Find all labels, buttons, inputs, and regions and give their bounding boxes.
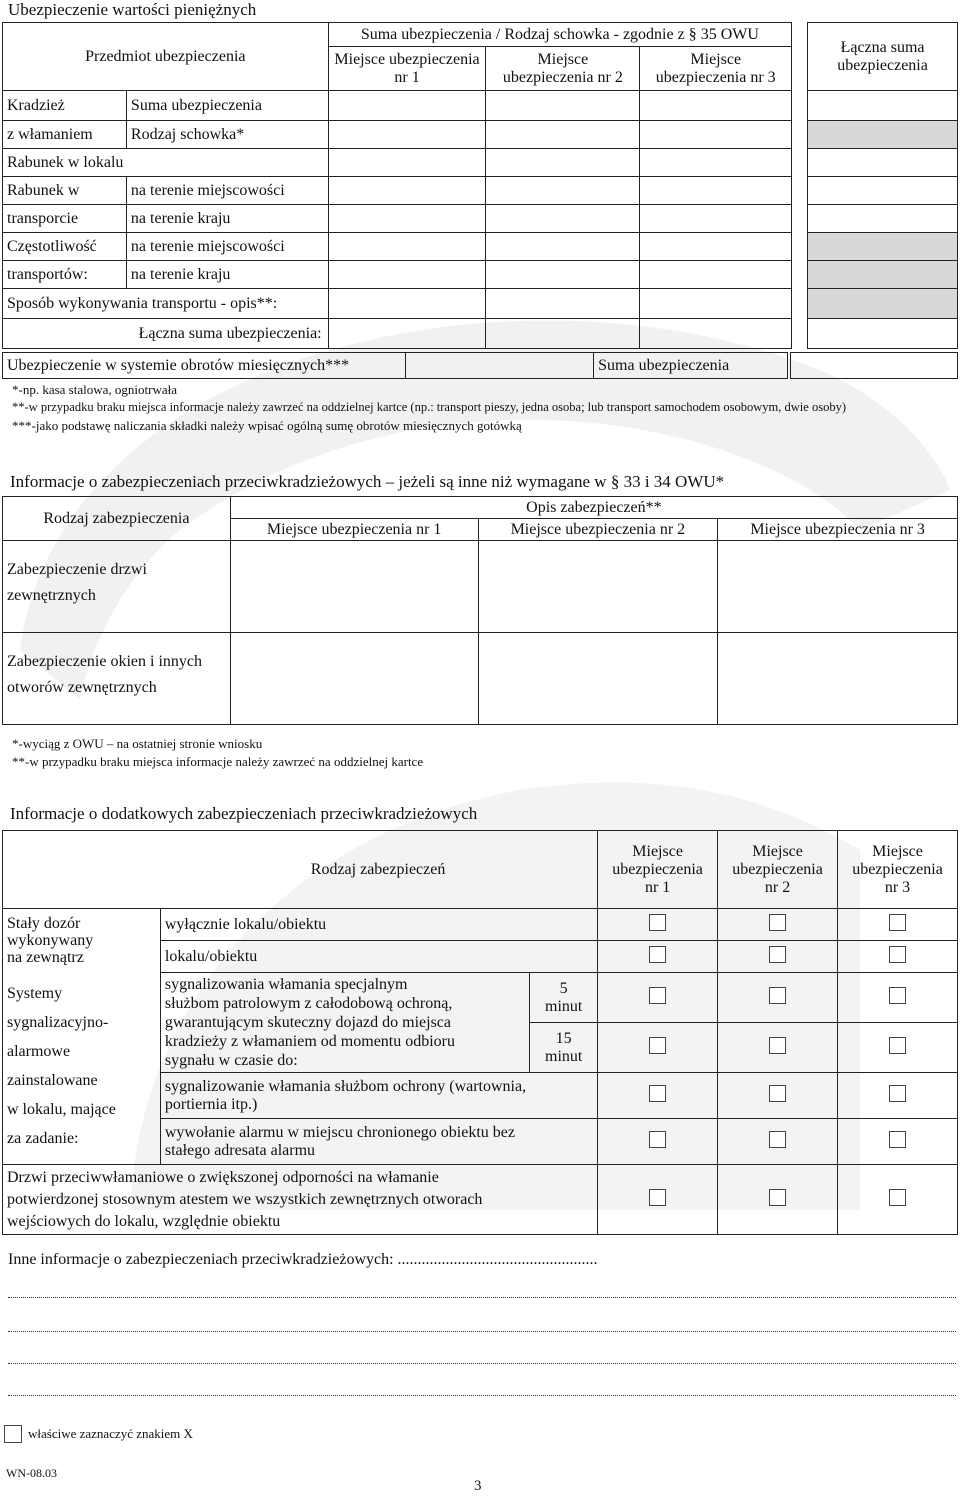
- local-alarm: wywołanie alarmu w miejscu chronionego obiektu bez stałego adresata alarmu: [160, 1119, 597, 1165]
- response-15-minutes: 15 minut: [530, 1023, 598, 1073]
- legend-checkbox-icon: [4, 1425, 22, 1443]
- cell-safe-total-disabled: [808, 121, 958, 149]
- transport-local-label: na terenie miejscowości: [126, 177, 328, 205]
- cell-frequency-country-3[interactable]: [640, 261, 792, 289]
- guard-opt2-place-3[interactable]: [838, 941, 958, 973]
- alarm-systems-label: Systemy sygnalizacyjno- alarmowe zainstalowane w lokalu, mające za zadanie:: [3, 973, 161, 1165]
- cell-safe-2[interactable]: [486, 121, 640, 149]
- frequency-local-label: na terenie miejscowości: [126, 233, 328, 261]
- cell-total-1[interactable]: [328, 319, 486, 349]
- cell-robbery-premises-2[interactable]: [486, 149, 640, 177]
- place-1-header: Miejsce ubezpieczenia nr 1: [230, 519, 478, 541]
- windows-place-2-input[interactable]: [478, 633, 718, 725]
- cell-burglary-total[interactable]: [808, 91, 958, 121]
- col-type: Rodzaj zabezpieczenia: [3, 497, 231, 541]
- col-protection-type: Rodzaj zabezpieczeń: [3, 831, 598, 909]
- column-gap: [792, 23, 808, 91]
- robbery-transport-label: Rabunek w: [3, 177, 127, 205]
- monthly-sum-input[interactable]: [791, 353, 958, 379]
- protection-table: [2, 496, 958, 725]
- legend-text: właściwe zaznaczyć znakiem X: [28, 1426, 193, 1441]
- additional-protection-table: [2, 830, 958, 1235]
- cell-transport-country-1[interactable]: [328, 205, 486, 233]
- cell-total-2[interactable]: [486, 319, 640, 349]
- cell-robbery-premises-total[interactable]: [808, 149, 958, 177]
- cell-transport-local-1[interactable]: [328, 177, 486, 205]
- cell-transport-method-total-disabled: [808, 289, 958, 319]
- doors-protection-label: Zabezpieczenie drzwi zewnętrznych: [3, 541, 231, 633]
- cell-frequency-local-1[interactable]: [328, 233, 486, 261]
- checkbox[interactable]: [769, 987, 786, 1004]
- patrol-signal-text: sygnalizowania włamania specjalnym służbom patrolowym z całodobową ochroną, gwarantującym skuteczny dojazd do miejsca kradzieży z włamaniem od momentu odbioru sygnału w czasie do:: [160, 973, 529, 1073]
- patrol15-place-1[interactable]: [598, 1023, 718, 1073]
- checkbox[interactable]: [769, 1189, 786, 1206]
- doors-place-3[interactable]: [838, 1165, 958, 1235]
- other-info-line-1[interactable]: [8, 1296, 956, 1298]
- windows-protection-label: Zabezpieczenie okien i innych otworów zewnętrznych: [3, 633, 231, 725]
- other-info-line-4[interactable]: [8, 1394, 956, 1396]
- guardsvc-place-2[interactable]: [718, 1073, 838, 1119]
- checkbox[interactable]: [889, 1085, 906, 1102]
- footnote-1: *-np. kasa stalowa, ogniotrwała: [12, 382, 177, 397]
- header-place-3: Miejsce ubezpieczenia nr 3: [640, 47, 792, 91]
- total-sum-label: Łączna suma ubezpieczenia:: [3, 319, 329, 349]
- cell-transport-local-2[interactable]: [486, 177, 640, 205]
- cell-transport-method-1[interactable]: [328, 289, 486, 319]
- guard-option-1: wyłącznie lokalu/obiektu: [160, 909, 597, 941]
- cell-frequency-country-1[interactable]: [328, 261, 486, 289]
- cell-transport-local-3[interactable]: [640, 177, 792, 205]
- cell-frequency-local-3[interactable]: [640, 233, 792, 261]
- doors-place-3-input[interactable]: [718, 541, 958, 633]
- security-doors-label: Drzwi przeciwwłamaniowe o zwiększonej odporności na włamanie potwierdzonej stosownym atestem we wszystkich zewnętrznych otworach wejściowych do lokalu, względnie obiektu: [3, 1165, 598, 1235]
- windows-place-1-input[interactable]: [230, 633, 478, 725]
- burglary-label-cont: z włamaniem: [3, 121, 127, 149]
- checkbox[interactable]: [889, 1037, 906, 1054]
- guard-service-signal: sygnalizowanie włamania służbom ochrony (wartownia, portiernia itp.): [160, 1073, 597, 1119]
- checkbox[interactable]: [649, 1085, 666, 1102]
- checkbox[interactable]: [649, 1189, 666, 1206]
- guard-option-2: lokalu/obiektu: [160, 941, 597, 973]
- guard-opt2-place-2[interactable]: [718, 941, 838, 973]
- monthly-system-table: [2, 352, 788, 379]
- section3-title: Informacje o dodatkowych zabezpieczeniach przeciwkradzieżowych: [10, 804, 478, 823]
- frequency-label: Częstotliwość: [3, 233, 127, 261]
- checkbox[interactable]: [769, 1131, 786, 1148]
- page-number: 3: [474, 1478, 482, 1494]
- checkbox[interactable]: [649, 946, 666, 963]
- monthly-total-table: [790, 352, 958, 379]
- section2-footnote-1: *-wyciąg z OWU – na ostatniej stronie wniosku: [12, 736, 263, 751]
- cell-frequency-local-total-disabled: [808, 233, 958, 261]
- patrol5-place-2[interactable]: [718, 973, 838, 1023]
- safe-label: Rodzaj schowka*: [126, 121, 328, 149]
- doors-place-2[interactable]: [718, 1165, 838, 1235]
- robbery-premises-label: Rabunek w lokalu: [3, 149, 329, 177]
- guard-label: Stały dozór wykonywany na zewnątrz: [3, 909, 161, 973]
- header-place-1: Miejsce ubezpieczenia nr 1: [328, 47, 486, 91]
- guardsvc-place-3[interactable]: [838, 1073, 958, 1119]
- cell-frequency-country-total-disabled: [808, 261, 958, 289]
- burglary-label: Kradzież: [3, 91, 127, 121]
- doors-place-1[interactable]: [598, 1165, 718, 1235]
- frequency-country-label: na terenie kraju: [126, 261, 328, 289]
- transport-method-label: Sposób wykonywania transportu - opis**:: [3, 289, 329, 319]
- checkbox[interactable]: [649, 1131, 666, 1148]
- checkbox[interactable]: [769, 946, 786, 963]
- checkbox[interactable]: [889, 1131, 906, 1148]
- place-3-header: Miejsce ubezpieczenia nr 3: [838, 831, 958, 909]
- monthly-system-input[interactable]: [406, 353, 594, 379]
- header-subject: Przedmiot ubezpieczenia: [3, 23, 329, 91]
- cell-transport-method-2[interactable]: [486, 289, 640, 319]
- other-info-line-2[interactable]: [8, 1330, 956, 1332]
- doors-place-1-input[interactable]: [230, 541, 478, 633]
- cell-burglary-sum-3[interactable]: [640, 91, 792, 121]
- checkbox[interactable]: [889, 914, 906, 931]
- col-description: Opis zabezpieczeń**: [230, 497, 957, 519]
- cell-transport-country-3[interactable]: [640, 205, 792, 233]
- checkbox[interactable]: [889, 1189, 906, 1206]
- cell-transport-local-total[interactable]: [808, 177, 958, 205]
- footnote-3: ***-jako podstawę naliczania składki należy wpisać ogólną sumę obrotów miesięcznych gotówką: [12, 418, 522, 433]
- sum-label: Suma ubezpieczenia: [126, 91, 328, 121]
- monthly-sum-label: Suma ubezpieczenia: [594, 353, 788, 379]
- checkbox[interactable]: [769, 1037, 786, 1054]
- patrol15-place-3[interactable]: [838, 1023, 958, 1073]
- guard-opt1-place-2[interactable]: [718, 909, 838, 941]
- checkbox[interactable]: [649, 914, 666, 931]
- header-total: Łączna suma ubezpieczenia: [808, 23, 958, 91]
- cell-robbery-premises-1[interactable]: [328, 149, 486, 177]
- response-5-minutes: 5 minut: [530, 973, 598, 1023]
- other-info-label: Inne informacje o zabezpieczeniach przeciwkradzieżowych: ..................................................: [8, 1251, 598, 1268]
- checkbox[interactable]: [889, 987, 906, 1004]
- checkbox[interactable]: [769, 1085, 786, 1102]
- form-code: WN-08.03: [6, 1466, 57, 1480]
- cell-grand-total[interactable]: [808, 319, 958, 349]
- alarm-place-3[interactable]: [838, 1119, 958, 1165]
- robbery-transport-label-cont: transporcie: [3, 205, 127, 233]
- header-place-2: Miejsce ubezpieczenia nr 2: [486, 47, 640, 91]
- cell-frequency-local-2[interactable]: [486, 233, 640, 261]
- cash-insurance-table: [2, 22, 958, 349]
- cell-transport-country-total[interactable]: [808, 205, 958, 233]
- cell-burglary-sum-1[interactable]: [328, 91, 486, 121]
- cell-frequency-country-2[interactable]: [486, 261, 640, 289]
- footnote-2: **-w przypadku braku miejsca informacje należy zawrzeć na oddzielnej kartce (np.: transport pieszy, jedna osoba; lub transport samochodem osobowym, dwie osoby): [12, 400, 846, 414]
- cell-total-3[interactable]: [640, 319, 792, 349]
- monthly-system-label: Ubezpieczenie w systemie obrotów miesięcznych***: [3, 353, 406, 379]
- place-3-header: Miejsce ubezpieczenia nr 3: [718, 519, 958, 541]
- cell-safe-1[interactable]: [328, 121, 486, 149]
- frequency-label-cont: transportów:: [3, 261, 127, 289]
- checkbox[interactable]: [769, 914, 786, 931]
- guard-opt1-place-1[interactable]: [598, 909, 718, 941]
- guardsvc-place-1[interactable]: [598, 1073, 718, 1119]
- alarm-place-2[interactable]: [718, 1119, 838, 1165]
- header-sum-type: Suma ubezpieczenia / Rodzaj schowka - zgodnie z § 35 OWU: [328, 23, 792, 47]
- doors-place-2-input[interactable]: [478, 541, 718, 633]
- section1-title: Ubezpieczenie wartości pieniężnych: [8, 0, 257, 19]
- guard-opt2-place-1[interactable]: [598, 941, 718, 973]
- cell-transport-country-2[interactable]: [486, 205, 640, 233]
- section2-footnote-2: **-w przypadku braku miejsca informacje należy zawrzeć na oddzielnej kartce: [12, 754, 424, 769]
- other-info-line-3[interactable]: [8, 1362, 956, 1364]
- cell-safe-3[interactable]: [640, 121, 792, 149]
- guard-opt1-place-3[interactable]: [838, 909, 958, 941]
- place-2-header: Miejsce ubezpieczenia nr 2: [718, 831, 838, 909]
- patrol5-place-3[interactable]: [838, 973, 958, 1023]
- transport-country-label: na terenie kraju: [126, 205, 328, 233]
- place-1-header: Miejsce ubezpieczenia nr 1: [598, 831, 718, 909]
- checkbox[interactable]: [889, 946, 906, 963]
- place-2-header: Miejsce ubezpieczenia nr 2: [478, 519, 718, 541]
- cell-robbery-premises-3[interactable]: [640, 149, 792, 177]
- checkbox[interactable]: [649, 1037, 666, 1054]
- patrol15-place-2[interactable]: [718, 1023, 838, 1073]
- windows-place-3-input[interactable]: [718, 633, 958, 725]
- patrol5-place-1[interactable]: [598, 973, 718, 1023]
- alarm-place-1[interactable]: [598, 1119, 718, 1165]
- checkbox[interactable]: [649, 987, 666, 1004]
- section2-title: Informacje o zabezpieczeniach przeciwkradzieżowych – jeżeli są inne niż wymagane w § 33 i 34 OWU*: [10, 472, 725, 491]
- cell-transport-method-3[interactable]: [640, 289, 792, 319]
- cell-burglary-sum-2[interactable]: [486, 91, 640, 121]
